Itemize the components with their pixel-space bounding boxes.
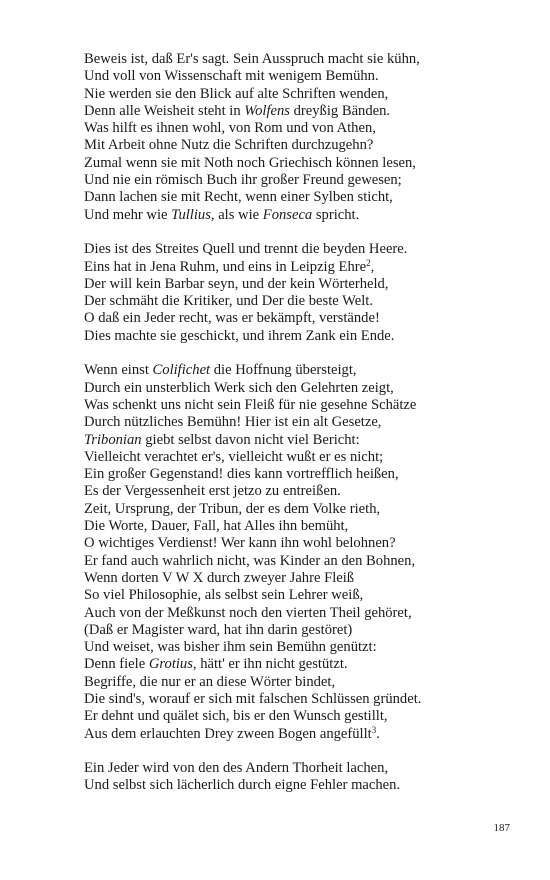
stanza [84,362,524,743]
verse-line [84,501,524,518]
line-text: Ein großer Gegenstand! dies kann vortrefflich heißen, [84,466,399,483]
line-text: Zumal wenn sie mit Noth noch Griechisch können lesen, [84,154,416,171]
verse-line [84,310,524,327]
line-text: Denn alle Weisheit steht in [84,102,245,119]
verse-line [84,293,524,310]
line-text: Und mehr wie [84,206,172,223]
line-text: Er dehnt und quälet sich, bis er den Wunsch gestillt, [84,708,388,725]
verse-line [84,189,524,206]
italic-name: Wolfens [244,102,290,119]
verse-line [84,466,524,483]
verse-line [84,708,524,725]
verse-line [84,691,524,708]
line-text: Der schmäht die Kritiker, und Der die beste Welt. [84,293,373,310]
line-text: Die Worte, Dauer, Fall, hat Alles ihn bemüht, [84,518,349,535]
line-text: Wenn dorten V W X durch zweyer Jahre Fleiß [84,569,355,586]
stanza [84,241,524,345]
verse-line [84,86,524,103]
line-text: Eins hat in Jena Ruhm, und eins in Leipzig Ehre [84,258,367,275]
italic-name: Tullius, [171,206,215,223]
line-text: Er fand auch wahrlich nicht, was Kinder an den Bohnen, [84,552,416,569]
verse-line [84,103,524,120]
line-text: Denn fiele [84,656,149,673]
line-text: Durch ein unsterblich Werk sich den Gelehrten zeigt, [84,379,394,396]
line-text: die Hoffnung übersteigt, [210,362,357,379]
italic-name: Fonseca [262,206,313,223]
line-text: dreyßig Bänden. [289,102,391,119]
verse-line [84,137,524,154]
verse-line [84,432,524,449]
verse-line [84,760,524,777]
verse-line [84,674,524,691]
verse-line [84,449,524,466]
line-text: Beweis ist, daß Er's sagt. Sein Ausspruch macht sie kühn, [84,51,420,67]
verse-line [84,259,524,276]
italic-name: Tribonian [84,431,142,448]
verse-line [84,656,524,673]
verse-line [84,51,524,68]
verse-line [84,362,524,379]
verse-line [84,518,524,535]
verse-line [84,777,524,794]
line-text: Vielleicht verachtet er's, vielleicht wußt er es nicht; [84,448,384,465]
line-text: Wenn einst [84,362,153,379]
line-text: Auch von der Meßkunst noch den vierten Theil gehöret, [84,604,412,621]
page-number: 187 [493,822,510,834]
verse-line [84,535,524,552]
verse-line [84,622,524,639]
verse-line [84,68,524,85]
verse-line [84,605,524,622]
line-text: Durch nützliches Bemühn! Hier ist ein alt Gesetze, [84,414,382,431]
line-text: Was hilft es ihnen wohl, von Rom und von Athen, [84,120,376,137]
verse-line [84,172,524,189]
line-text: giebt selbst davon nicht viel Bericht: [141,431,360,448]
line-text: Nie werden sie den Blick auf alte Schriften wenden, [84,85,389,102]
line-text: Und nie ein römisch Buch ihr großer Freund gewesen; [84,172,402,189]
line-text: Es der Vergessenheit erst jetzo zu entreißen. [84,483,341,500]
line-text: Zeit, Ursprung, der Tribun, der es dem Volke rieth, [84,500,381,517]
line-text: . [376,725,380,742]
line-text: (Daß er Magister ward, hat ihn darin gestöret) [84,621,353,638]
stanza [84,760,524,795]
line-text: Und weiset, was bisher ihm sein Bemühn genützt: [84,639,377,656]
line-text: Was schenkt uns nicht sein Fleiß für nie gesehne Schätze [84,396,417,413]
footnote-marker: 2 [366,257,371,268]
line-text: hätt' er ihn nicht gestützt. [196,656,348,673]
line-text: Und voll von Wissenschaft mit wenigem Bemühn. [84,68,379,85]
line-text: Dies ist des Streites Quell und trennt die beyden Heere. [84,241,408,258]
italic-name: Grotius, [148,656,197,673]
line-text: Der will kein Barbar seyn, und der kein Wörterheld, [84,275,389,292]
verse-line [84,380,524,397]
verse-line [84,726,524,743]
poem-text [84,51,524,812]
line-text: Dann lachen sie mit Recht, wenn einer Sylben sticht, [84,189,393,206]
italic-name: Colifichet [152,362,211,379]
line-text: Ein Jeder wird von den des Andern Thorheit lachen, [84,760,389,777]
verse-line [84,553,524,570]
verse-line [84,587,524,604]
verse-line [84,483,524,500]
line-text: Und selbst sich lächerlich durch eigne Fehler machen. [84,777,401,794]
line-text: Mit Arbeit ohne Nutz die Schriften durchzugehn? [84,137,374,154]
verse-line [84,241,524,258]
line-text: O wichtiges Verdienst! Wer kann ihn wohl belohnen? [84,535,396,552]
line-text: Aus dem erlauchten Drey zween Bogen angefüllt [84,725,372,742]
line-text: Dies machte sie geschickt, und ihrem Zank ein Ende. [84,327,395,344]
verse-line [84,639,524,656]
verse-line [84,207,524,224]
verse-line [84,414,524,431]
line-text: , [370,258,375,275]
line-text: als wie [214,206,263,223]
verse-line [84,276,524,293]
verse-line [84,397,524,414]
line-text: Begriffe, die nur er an diese Wörter bindet, [84,673,336,690]
footnote-marker: 3 [371,724,377,735]
line-text: O daß ein Jeder recht, was er bekämpft, verstände! [84,310,380,327]
verse-line [84,570,524,587]
stanza [84,51,524,224]
line-text: Die sind's, worauf er sich mit falschen Schlüssen gründet. [84,690,422,707]
verse-line [84,155,524,172]
verse-line [84,120,524,137]
line-text: So viel Philosophie, als selbst sein Lehrer weiß, [84,587,364,604]
verse-line [84,328,524,345]
line-text: spricht. [312,206,360,223]
